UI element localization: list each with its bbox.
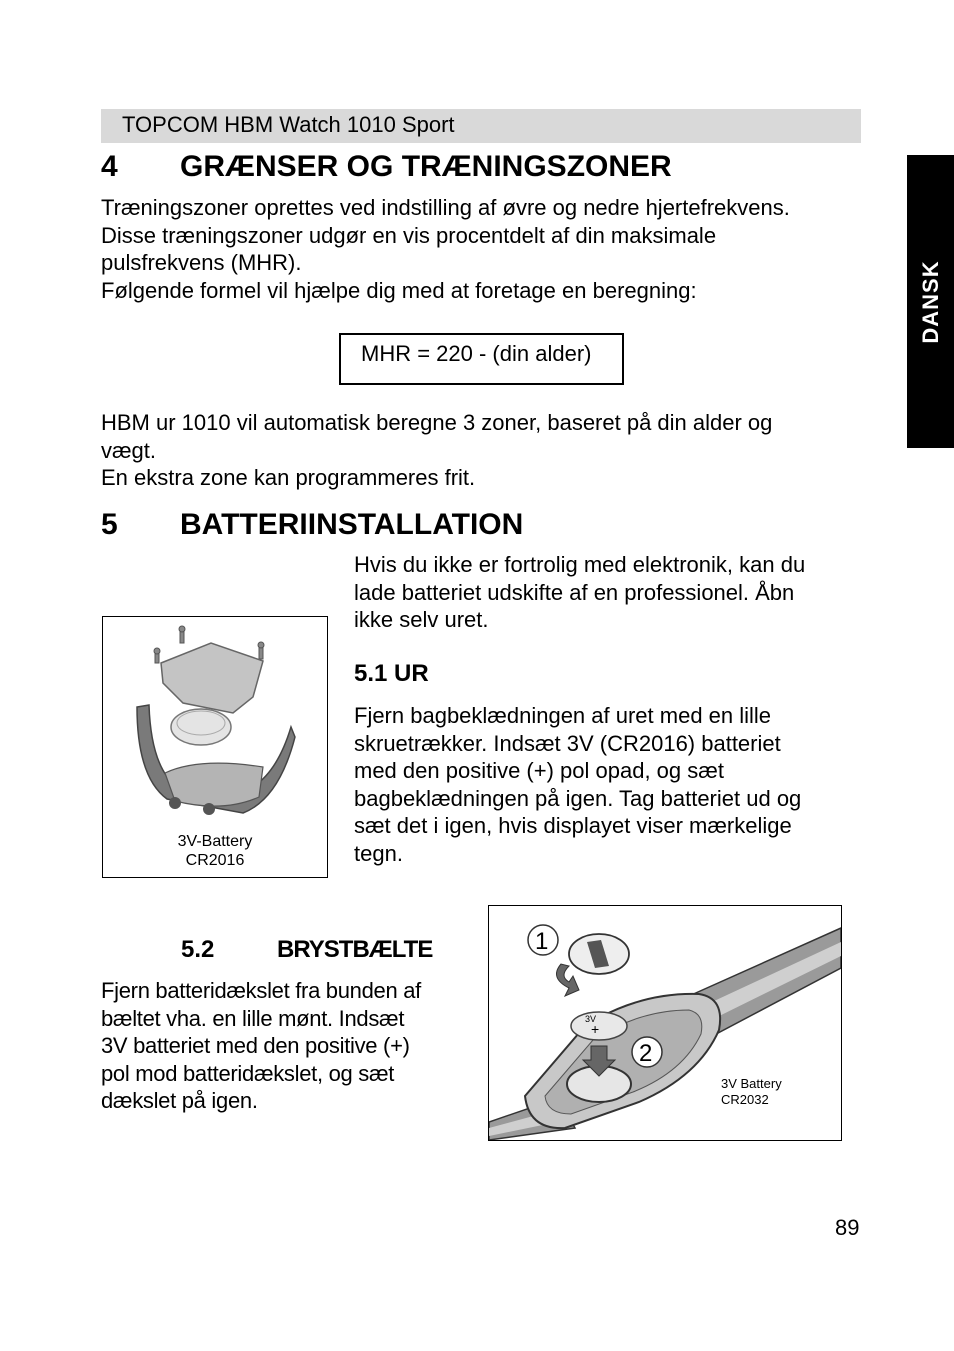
text-line: Fjern batteridækslet fra bunden af [101, 978, 421, 1003]
chest-belt-battery-figure [488, 905, 842, 1141]
text-line: pulsfrekvens (MHR). [101, 250, 302, 275]
subsection-5-1-title: 5.1 UR [354, 660, 429, 687]
section-5-intro [354, 551, 805, 634]
figure-2-caption [721, 1076, 782, 1108]
section-5-number: 5 [101, 508, 118, 541]
section-5-title: BATTERIINSTALLATION [180, 508, 524, 541]
text-line: Hvis du ikke er fortrolig med elektronik, kan du [354, 552, 806, 577]
page-number: 89 [835, 1215, 860, 1240]
text-line: tegn. [354, 840, 403, 866]
section-4-after [101, 409, 772, 492]
formula-box [339, 333, 624, 385]
subsection-5-2-title: BRYSTBÆLTE [277, 936, 433, 963]
text-line: Træningszoner oprettes ved indstilling af øvre og nedre hjertefrekvens. [101, 195, 790, 220]
step-2-label: 2 [639, 1040, 653, 1067]
text-line: med den positive (+) pol opad, og sæt [354, 758, 724, 783]
caption-line: 3V-Battery [177, 833, 253, 850]
caption-line: CR2032 [721, 1092, 769, 1107]
text-line: bæltet vha. en lille mønt. Indsæt [101, 1005, 405, 1031]
battery-mark: 3V [585, 1014, 597, 1024]
battery-plus: + [591, 1021, 600, 1037]
text-line: ikke selv uret. [354, 607, 489, 632]
language-tab-label: DANSK [917, 259, 943, 344]
subsection-5-2-number: 5.2 [181, 936, 215, 963]
figure-1-caption [103, 832, 327, 870]
subsection-5-2-body [101, 977, 421, 1115]
formula-text: MHR = 220 - (din alder) [361, 341, 592, 366]
header-title: TOPCOM HBM Watch 1010 Sport [122, 112, 455, 137]
header-bar [101, 109, 861, 143]
text-line: vægt. [101, 437, 157, 463]
text-line: lade batteriet udskifte af en professionel. Åbn [354, 579, 795, 605]
section-4-intro [101, 194, 790, 304]
watch-battery-figure [102, 616, 328, 878]
text-line: pol mod batteridækslet, og sæt [101, 1060, 395, 1086]
text-line: Følgende formel vil hjælpe dig med at foretage en beregning: [101, 277, 697, 303]
text-line: dækslet på igen. [101, 1088, 258, 1113]
text-line: bagbeklædningen på igen. Tag batteriet ud og [354, 785, 802, 811]
text-line: En ekstra zone kan programmeres frit. [101, 465, 476, 490]
chest-belt-illustration [489, 906, 841, 1140]
language-tab [907, 155, 954, 448]
text-line: Disse træningszoner udgør en vis procentdelt af din maksimale [101, 222, 717, 248]
subsection-5-1-body [354, 702, 801, 867]
section-4-number: 4 [101, 150, 118, 183]
text-line: sæt det i igen, hvis displayet viser mærkelige [354, 813, 792, 838]
step-1-label: 1 [535, 928, 549, 955]
caption-line: 3V Battery [721, 1076, 782, 1091]
text-line: skruetrækker. Indsæt 3V (CR2016) batteriet [354, 730, 781, 756]
text-line: 3V batteriet med den positive (+) [101, 1033, 410, 1058]
text-line: Fjern bagbeklædningen af uret med en lille [354, 703, 772, 728]
caption-line: CR2016 [185, 852, 245, 869]
text-line: HBM ur 1010 vil automatisk beregne 3 zoner, baseret på din alder og [101, 410, 773, 435]
section-4-title: GRÆNSER OG TRÆNINGSZONER [180, 150, 672, 183]
